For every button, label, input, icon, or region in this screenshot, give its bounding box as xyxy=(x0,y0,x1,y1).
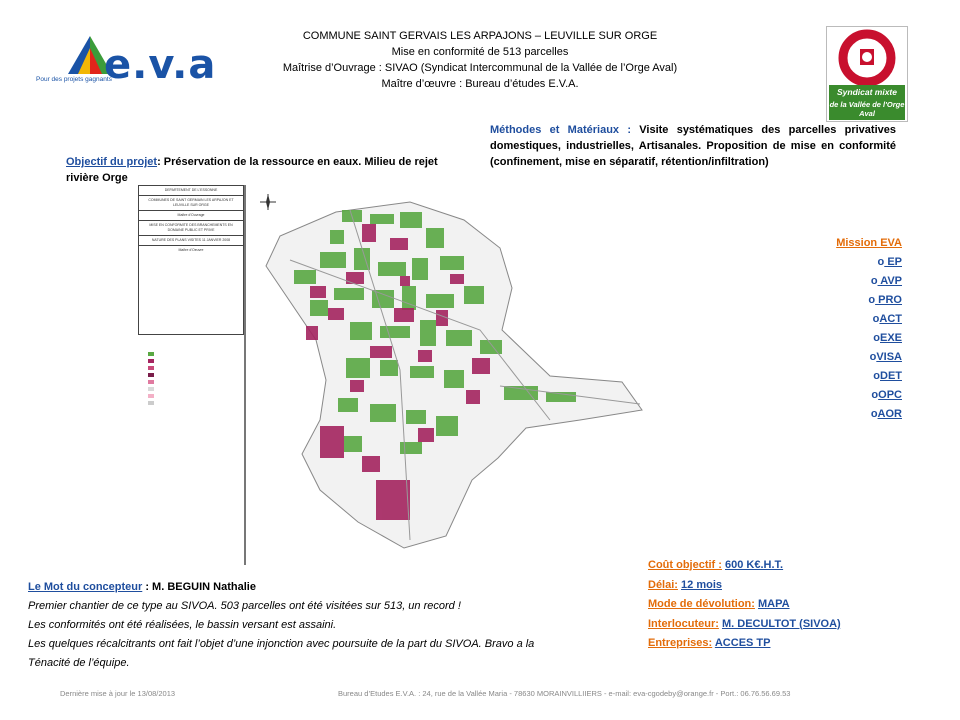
designer-name: : M. BEGUIN Nathalie xyxy=(142,581,256,593)
bullet: o xyxy=(868,294,876,306)
footer-contact: Bureau d’Etudes E.V.A. : 24, rue de la Vallée Maria - 78630 MORAINVILLIIERS - e-mail: eva-cgodeby@orange.fr - Port.: 06.76.56.69.53 xyxy=(338,689,791,698)
project-facts xyxy=(648,556,948,654)
fact-mode xyxy=(648,595,948,615)
bullet: o xyxy=(877,256,885,268)
eva-tagline: Pour des projets gagnants xyxy=(36,76,112,83)
mission-item[interactable] xyxy=(760,291,902,310)
methods-text: Visite systématiques des parcelles privatives domestiques, industrielles, Artisanales. Proposition de mise en conformité (confinement, mise en séparatif, rétention/infiltration) xyxy=(490,124,896,168)
bullet: o xyxy=(872,313,880,325)
mission-item[interactable] xyxy=(760,329,902,348)
fact-contact xyxy=(648,615,948,635)
bullet: o xyxy=(871,389,879,401)
designer-label: Le Mot du concepteur xyxy=(28,581,143,593)
plan-line: Maître d'Oeuvre xyxy=(178,248,204,252)
mission-item[interactable] xyxy=(760,386,902,405)
mission-link-det[interactable]: DET xyxy=(880,370,902,382)
header-subtitle: Mise en conformité de 513 parcelles xyxy=(391,46,569,58)
mission-item[interactable] xyxy=(760,367,902,386)
companies-value[interactable]: ACCES TP xyxy=(714,637,771,649)
header-title: COMMUNE SAINT GERVAIS LES ARPAJONS – LEUVILLE SUR ORGE xyxy=(302,30,658,42)
cost-label: Coût objectif : xyxy=(648,559,722,571)
mission-link-avp[interactable]: AVP xyxy=(877,275,902,287)
footer-updated: Dernière mise à jour le 13/08/2013 xyxy=(60,689,176,698)
compass-icon xyxy=(260,194,276,210)
contact-value[interactable]: M. DECULTOT (SIVOA) xyxy=(721,617,841,630)
objective-text: : Préservation de la ressource en eaux. Milieu de rejet rivière Orge xyxy=(66,156,438,184)
cost-value[interactable]: 600 K€.H.T. xyxy=(725,559,784,571)
plan-line: NATURE DES PLANS VISITES 11 JANVIER 2008 xyxy=(151,238,231,242)
plan-line: DEPARTEMENT DE L'ESSONNE xyxy=(164,188,218,192)
parcel-map xyxy=(250,190,650,562)
fact-cost xyxy=(648,556,948,576)
plan-line: COMMUNES DE SAINT GERMAIN LES ARPAJON ET LEUVILLE SUR ORGE xyxy=(148,198,234,207)
methods-label: Méthodes et Matériaux : xyxy=(490,124,631,136)
designer-quote-2: Les conformités ont été réalisées, le bassin versant est assaini. xyxy=(28,619,337,631)
delay-value[interactable]: 12 mois xyxy=(681,578,722,591)
designer-heading xyxy=(28,578,608,597)
mission-link-act[interactable]: ACT xyxy=(879,313,902,325)
plan-line: MISE EN CONFORMITE DES BRANCHEMENTS EN DOMAINE PUBLIC ET PRIVE xyxy=(149,223,233,232)
bullet: o xyxy=(873,370,880,382)
plan-title-block xyxy=(138,185,244,335)
objective-label: Objectif du projet xyxy=(66,156,158,168)
mission-item[interactable] xyxy=(760,272,902,291)
sivoa-logo-line1: Syndicat mixte xyxy=(829,85,905,99)
delay-label: Délai: xyxy=(648,578,678,591)
header-owner: Maîtrise d’Ouvrage : SIVAO (Syndicat Intercommunal de la Vallée de l’Orge Aval) xyxy=(282,62,678,74)
page-header xyxy=(230,28,730,92)
sivoa-logo xyxy=(826,26,908,122)
mission-link-opc[interactable]: OPC xyxy=(878,389,902,401)
mission-list xyxy=(760,234,902,424)
methods-materials xyxy=(490,122,896,170)
mission-link-visa[interactable]: VISA xyxy=(876,351,902,363)
mission-item[interactable] xyxy=(760,310,902,329)
bullet: o xyxy=(873,332,880,344)
fact-companies xyxy=(648,634,948,654)
plan-legend xyxy=(148,350,238,418)
eva-logo-text: e.v.a xyxy=(104,42,217,88)
fact-delay xyxy=(648,576,948,596)
companies-label: Entreprises: xyxy=(648,637,713,649)
mission-link-exe[interactable]: EXE xyxy=(879,332,902,344)
bullet: o xyxy=(869,351,877,363)
eva-logo xyxy=(36,34,217,94)
mission-title: Mission EVA xyxy=(836,237,902,249)
plan-divider xyxy=(244,185,246,565)
plan-line: Maître d'Ouvrage xyxy=(177,213,205,217)
designer-note xyxy=(28,578,608,673)
project-objective xyxy=(66,154,472,186)
contact-label: Interlocuteur: xyxy=(648,617,719,630)
mission-link-aor[interactable]: AOR xyxy=(877,408,902,420)
sivoa-logo-line2: de la Vallée de l'Orge Aval xyxy=(829,100,905,118)
mode-value[interactable]: MAPA xyxy=(758,598,790,610)
mission-item[interactable] xyxy=(760,405,902,424)
designer-quote-1: Premier chantier de ce type au SIVOA. 503 parcelles ont été visitées sur 513, un record ! xyxy=(28,600,461,612)
vallee-orge-seal-icon xyxy=(827,27,907,87)
mission-item[interactable] xyxy=(760,253,902,272)
designer-quote-4: Ténacité de l’équipe. xyxy=(28,657,130,669)
mission-link-ep[interactable]: EP xyxy=(884,256,902,268)
mode-label: Mode de dévolution: xyxy=(648,598,755,610)
bullet: o xyxy=(870,408,878,420)
header-contractor: Maître d’œuvre : Bureau d’études E.V.A. xyxy=(381,78,579,90)
mission-link-pro[interactable]: PRO xyxy=(875,294,902,306)
mission-item[interactable] xyxy=(760,348,902,367)
designer-quote-3: Les quelques récalcitrants ont fait l’objet d’une injonction avec poursuite de la part du SIVOA. Bravo a la xyxy=(28,638,535,650)
bullet: o xyxy=(870,275,878,287)
